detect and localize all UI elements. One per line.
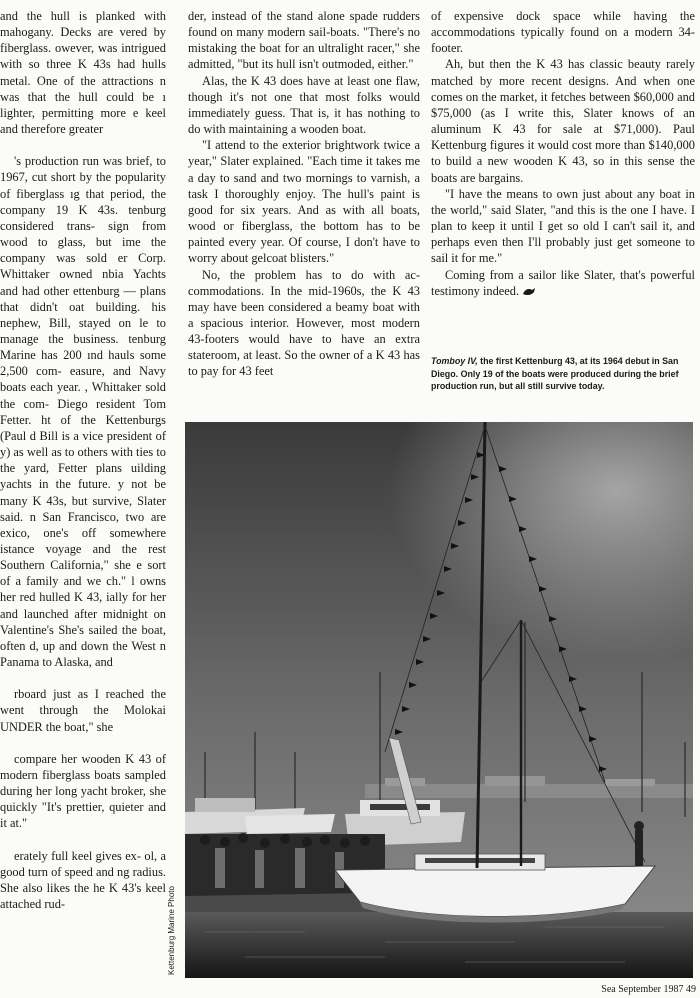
end-mark-icon xyxy=(522,287,536,296)
closing-paragraph xyxy=(431,267,695,299)
paragraph: compare her wooden K 43 of modern fiberglass boats sampled during her long yacht broker, she quickly "It's prettier, quieter and it at." xyxy=(0,751,166,831)
paragraph: Ah, but then the K 43 has classic beauty rarely matched by more recent designs. And when one comes on the market, it fetches between $60,000 and $75,000 (as I write this, Slater knows of an aluminum K 43 for sale at $71,000). Paul Kettenburg figures it would cost more than $140,000 to build a new wooden K 43, so in this sense the boats are bargains. xyxy=(431,57,695,185)
paragraph: 's production run was brief, to 1967, cut short by the popularity of fiberglass ıg that period, the company 19 K 43s. tenburg considered trans- sign from wood to glass, but ime the company was sold er Corp. Whittaker owned nbia Yachts and had other ettenburg — plans that didn't oat building. his nephew, Bill, stayed on le to manage the business. tenburg Marine has 200 ınd hauls some 2,500 com- easure, and Navy boats each year. , Whittaker sold the com- Diego resident Tom Fetter. ht of the Kettenburgs (Paul d Bill is a vice president of y) as well as to others with ties to the yard, Fetter plans uilding yachts in the future. y not be many K 43s, but survive, Slater said. n San Francisco, two are exico, one's off somewhere istance voyage and the rest Southern California," she e sort of a family and we ch." l owns her red hulled K 43, ially for her and launched after midnight on Valentine's She's sailed the boat, often d, up and down the West n Panama to Alaska, and xyxy=(0,154,166,670)
paragraph: and the hull is planked with mahogany. Decks are vered by fiberglass. owever, was intrigued with so three K 43s had hulls metal. One of the attractions n was that the hull could be ı lighter, permitting more e keel and therefore greater xyxy=(0,9,166,137)
paragraph: "I have the means to own just about any boat in the world," said Slater, "and this is the one I have. I plan to keep it until I get so old I can't sail it, and perhaps even then I'll probably just get someone to sail it for me." xyxy=(431,186,695,266)
paragraph: No, the problem has to do with ac-commodations. In the mid-1960s, the K 43 may have been considered a beamy boat with a spacious interior. However, most modern 43-footers would have to have an extra stateroom, at least. So the owner of a K 43 has to pay for 43 feet xyxy=(188,267,420,379)
paragraph: der, instead of the stand alone spade rudders found on many modern sail-boats. "There's no mistaking the boat for an ultralight racer," she admitted, "but its hull isn't outmoded, either." xyxy=(188,9,420,72)
paragraph: rboard just as I reached the went through the Molokai UNDER the boat," she xyxy=(0,687,166,734)
paragraph: erately full keel gives ex- ol, a good turn of speed and ng radius. She also likes the he K 43's keel attached rud- xyxy=(0,848,166,911)
paragraph: of expensive dock space while having the accommodations typically found on a modern 34-footer. xyxy=(431,9,695,56)
paragraph: Alas, the K 43 does have at least one flaw, though it's not one that most folks would immediately guess. That is, it has nothing to do with maintaining a wooden boat. xyxy=(188,73,420,137)
photo-credit: Kettenburg Marine Photo xyxy=(167,886,176,975)
text-column-3 xyxy=(431,8,695,348)
photo-caption xyxy=(431,355,695,393)
caption-boat-name: Tomboy IV, xyxy=(431,356,478,366)
caption-text: the first Kettenburg 43, at its 1964 debut in San Diego. Only 19 of the boats were produced during the brief production run, but all still survive today. xyxy=(431,356,679,392)
paragraph-text: Coming from a sailor like Slater, that's powerful testimony indeed. xyxy=(431,267,695,298)
text-column-2 xyxy=(188,8,420,379)
page-folio: Sea September 1987 49 xyxy=(601,984,696,995)
sailboat-photo xyxy=(185,422,693,978)
photo xyxy=(185,422,693,978)
text-column-1 xyxy=(0,8,166,988)
paragraph: "I attend to the exterior brightwork twice a year," Slater explained. "Each time it takes me a day to sand and two mornings to varnish, a task I thoroughly enjoy. The hull's paint is good for six years. And as with all boats, wood or fiberglass, the bottom has to be painted every year. Of course, I don't have to worry about gelcoat blisters." xyxy=(188,138,420,266)
